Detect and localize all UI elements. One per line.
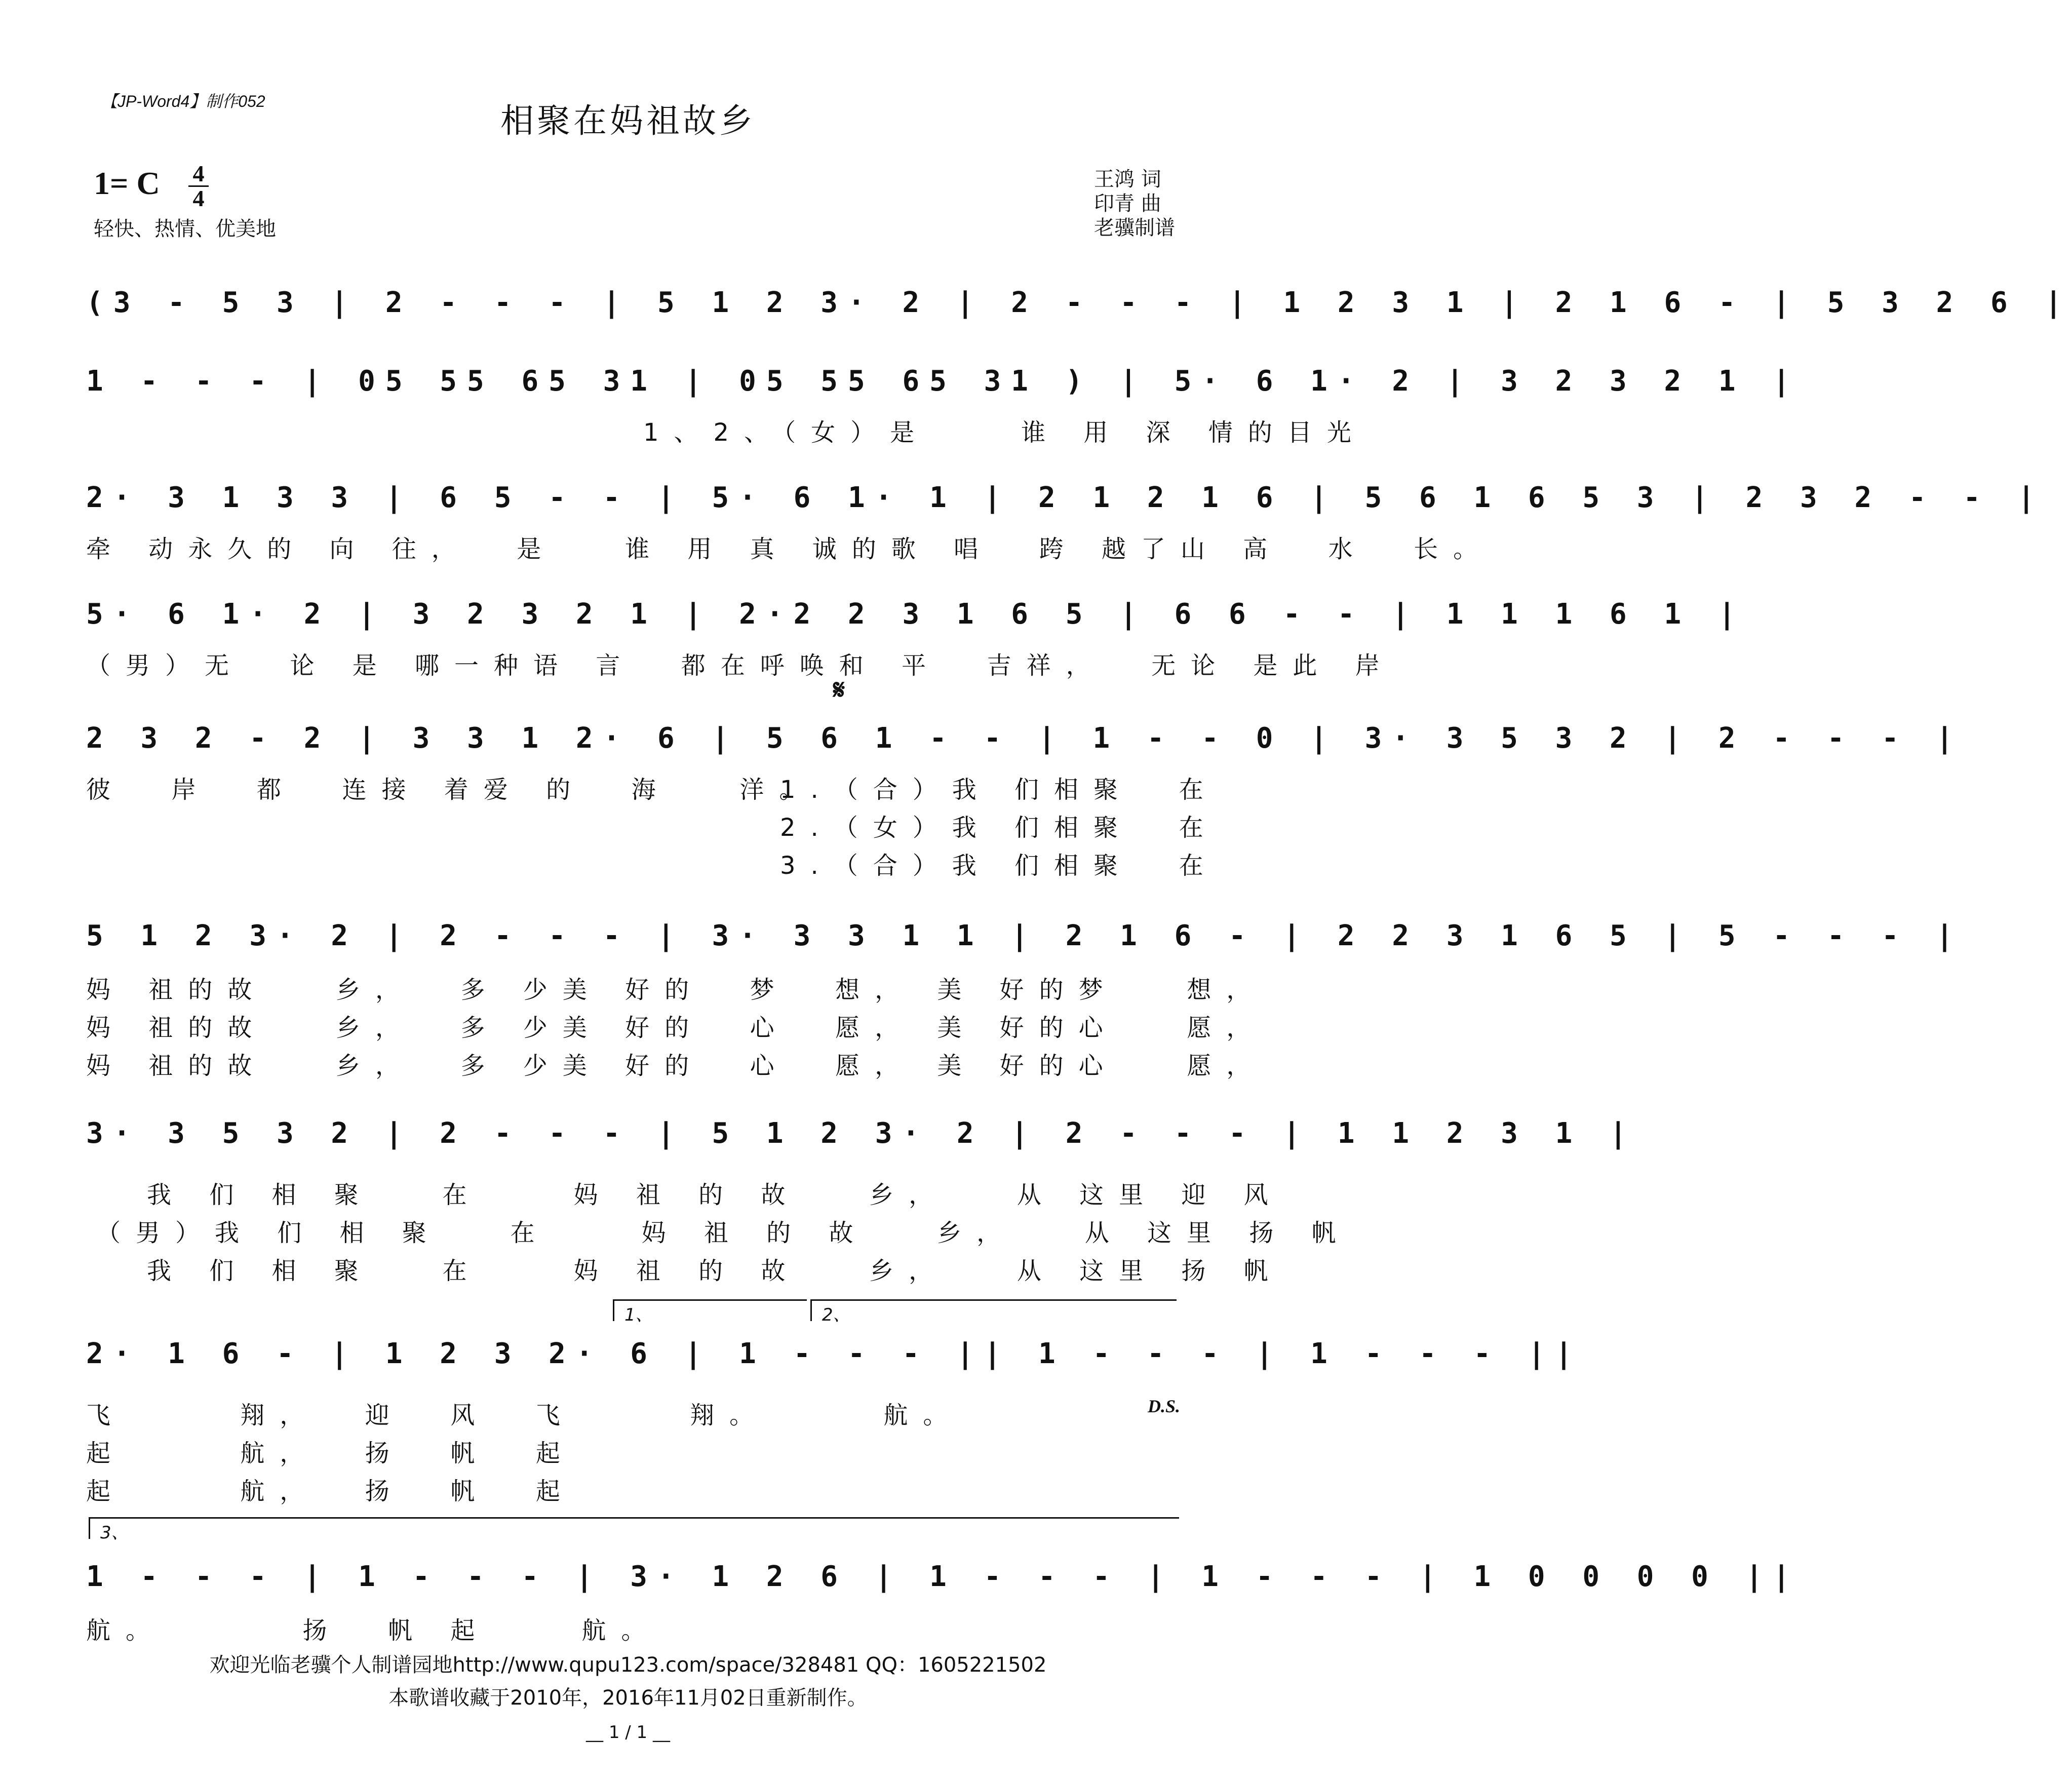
lyric-line: 起 航， 扬 帆 起	[86, 1477, 575, 1505]
notation-line: 2· 3 1 3 3 | 6 5 - - | 5· 6 1· 1 | 2 1 2 1 6 | 5 6 1 6 5 3 | 2 3 2 - - |	[86, 481, 2045, 514]
segno-icon: 𝄋	[833, 674, 845, 706]
score-row-6	[86, 909, 1964, 970]
ds-marking: D.S.	[1147, 1396, 1180, 1416]
score-row-9	[86, 1550, 1801, 1611]
footer-note: 本歌谱收藏于2010年，2016年11月02日重新制作。	[388, 1686, 868, 1710]
lyric-line: （男）无 论 是 哪一种语 言 都在呼唤和 平 吉祥， 无论 是此 岸	[86, 651, 1395, 680]
credits	[1094, 167, 1175, 240]
lyric-line: 妈 祖的故 乡， 多 少美 好的 梦 想， 美 好的梦 想，	[86, 976, 1266, 1004]
lyric-line: 我 们 相 聚 在 妈 祖 的 故 乡， 从 这里 扬 帆	[147, 1257, 1283, 1285]
notation-line: 3· 3 5 3 2 | 2 - - - | 5 1 2 3· 2 | 2 - - - | 1 1 2 3 1 |	[86, 1117, 1637, 1150]
time-top: 4	[192, 161, 205, 186]
notation-line: 5· 6 1· 2 | 3 2 3 2 1 | 2·2 2 3 1 6 5 | 6 6 - - | 1 1 1 6 1 |	[86, 598, 1746, 631]
score-row-5	[86, 712, 1964, 772]
score-row-2	[86, 355, 1801, 415]
score-row-3	[86, 471, 2045, 532]
volta-1: 1、	[613, 1299, 807, 1321]
lyric-line: 1.（合）我 们相聚 在	[780, 776, 1219, 804]
lyric-line: 牵 动永久的 向 往， 是 谁 用 真 诚的歌 唱 跨 越了山 高 水 长。	[86, 535, 1493, 563]
notation-line: (3 - 5 3 | 2 - - - | 5 1 2 3· 2 | 2 - - - | 1 2 3 1 | 2 1 6 - | 5 3 2 6 |	[86, 286, 2072, 319]
lyric-line: 彼 岸 都 连接 着爱 的 海 洋。	[86, 776, 819, 804]
song-title: 相聚在妈祖故乡	[500, 101, 756, 140]
lyric-line: 妈 祖的故 乡， 多 少美 好的 心 愿， 美 好的心 愿，	[86, 1014, 1266, 1042]
page-number: __ 1 / 1 __	[586, 1722, 670, 1743]
volta-3: 3、	[89, 1517, 1179, 1539]
lyric-line: 航。 扬 帆 起 航。	[86, 1616, 661, 1645]
composer: 印青 曲	[1094, 192, 1161, 215]
volta-2: 2、	[810, 1299, 1177, 1321]
notation-line: 2· 1 6 - | 1 2 3 2· 6 | 1 - - - || 1 - - - | 1 - - - ||	[86, 1337, 1583, 1370]
arranger: 老骥制谱	[1094, 216, 1175, 240]
notation-line: 1 - - - | 1 - - - | 3· 1 2 6 | 1 - - - | 1 - - - | 1 0 0 0 0 ||	[86, 1560, 1801, 1593]
lyric-line: 妈 祖的故 乡， 多 少美 好的 心 愿， 美 好的心 愿，	[86, 1052, 1266, 1080]
score-row-4	[86, 588, 1746, 648]
time-bottom: 4	[192, 185, 205, 211]
lyric-line: 1、2、（女）是 谁 用 深 情的目光	[643, 418, 1366, 447]
lyric-line: 3.（合）我 们相聚 在	[780, 852, 1219, 880]
score-row-7	[86, 1107, 1637, 1168]
tempo-marking: 轻快、热情、优美地	[94, 217, 276, 241]
maker-label: 【JP-Word4】制作052	[101, 92, 265, 110]
lyric-line: 我 们 相 聚 在 妈 祖 的 故 乡， 从 这里 迎 风	[147, 1181, 1283, 1209]
lyric-line: 2.（女）我 们相聚 在	[780, 814, 1219, 842]
notation-line: 2 3 2 - 2 | 3 3 1 2· 6 | 5 6 1 - - | 1 - - 0 | 3· 3 5 3 2 | 2 - - - |	[86, 722, 1964, 755]
notation-line: 5 1 2 3· 2 | 2 - - - | 3· 3 3 1 1 | 2 1 6 - | 2 2 3 1 6 5 | 5 - - - |	[86, 919, 1964, 952]
notation-line: 1 - - - | 05 55 65 31 | 05 55 65 31 ) | 5· 6 1· 2 | 3 2 3 2 1 |	[86, 365, 1801, 398]
lyric-line: 飞 翔， 迎 风 飞 翔。 航。	[86, 1401, 963, 1430]
score-row-8	[86, 1327, 1583, 1388]
lyric-line: （男）我 们 相 聚 在 妈 祖 的 故 乡， 从 这里 扬 帆	[96, 1219, 1351, 1247]
lyric-line: 起 航， 扬 帆 起	[86, 1439, 575, 1467]
footer-website: 欢迎光临老骥个人制谱园地http://www.qupu123.com/space/328481 QQ：1605221502	[209, 1653, 1047, 1677]
key-signature: 1= C	[94, 165, 160, 201]
lyricist: 王鸿 词	[1094, 168, 1161, 191]
score-row-1	[86, 276, 2072, 337]
time-signature	[188, 163, 209, 209]
